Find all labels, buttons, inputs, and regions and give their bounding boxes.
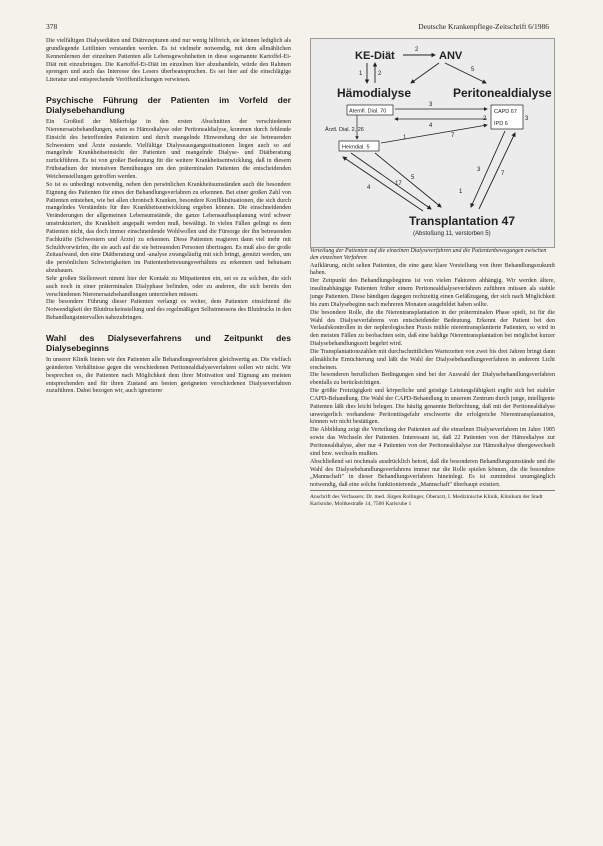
figure-caption: Verteilung der Patienten auf die einzelnen Dialyseverfahren und die Patientenbewegungen zwischen den einzelnen Verfahren bbox=[310, 248, 547, 262]
anv-label: ANV bbox=[439, 50, 463, 62]
body-paragraph: Die größte Freizügigkeit und körperliche und geistige Leistungsfähigkeit ergibt sich bei stabiler CAPD-Behandlung. Die Wahl der CAPD-Behandlung in unserem Zentrum durch junge, intelligente Patienten läßt dies leicht belegen. Die häufig genannte Befürchtung, daß mit der Peritonealdialyse unweigerlich vorhandene Peritonitisgefahr erschwerte die erfolgreiche Nierentransplantation, können wir nicht bestätigen. bbox=[310, 388, 555, 426]
page-number: 378 bbox=[46, 22, 58, 31]
body-paragraph: Die Transplantationszahlen mit durchschnittlichen Wartezeiten von zwei bis drei Jahren bringt dann allmähliche Ernüchterung und läßt die Wahl der Dialysebehandlungsverfahren in anderem Licht erscheinen. bbox=[310, 348, 555, 371]
count-label: 3 bbox=[429, 102, 433, 108]
arrow-tx-hd bbox=[343, 157, 423, 211]
count-label: 3 bbox=[525, 116, 529, 122]
dialysis-flow-diagram bbox=[310, 38, 555, 248]
body-paragraph: Die besonderen beruflichen Bedingungen sind bei der Auswahl der Dialysebehandlungsverfahren ebenfalls zu berücksichtigen. bbox=[310, 372, 555, 387]
body-paragraph: Abschließend sei nochmals ausdrücklich betont, daß die besonderen Behandlungsumstände und die Wahl des Dialysebehandlungsverfahrens immer nur die Rolle spielen können, die die besondere „Mannschaft" in dieser Behandlungsverfahren hineinlegt. Es ist zumindest unumgänglich notwendig, daß eine solche funktionierende „Mannschaft" überhaupt existiert. bbox=[310, 458, 555, 489]
count-label: 1 bbox=[403, 135, 407, 141]
transplantation-label: Transplantation 47 bbox=[409, 214, 516, 228]
count-label: 4 bbox=[367, 185, 371, 191]
arzte-dial-label: Ärztl. Dial. 2, 26 bbox=[325, 127, 364, 133]
arrow-anv-haemo bbox=[411, 63, 439, 83]
body-paragraph: Aufklärung, nicht selten Patienten, die eine ganz klare Vorstellung von ihrer Behandlungszukunft haben. bbox=[310, 262, 555, 277]
body-paragraph: Der Zeitpunkt des Behandlungsbeginns ist von vielen Faktoren abhängig. Wir werden ältere, insulinabhängige Patienten früher einem Peritonealdialyseverfahren zuführen müssen als stabile junge Patienten. Diese bändigen dagegen rechtzeitig einen Gefäßzugang, der sich nach Möglichkeit bis zum Dialysebeginn nach mehreren Monaten ausgebildet haben sollte. bbox=[310, 278, 555, 308]
count-label: 7 bbox=[501, 171, 505, 177]
count-label: 2 bbox=[415, 47, 419, 53]
count-label: 5 bbox=[411, 175, 415, 181]
count-label: 2 bbox=[483, 116, 487, 122]
author-address: Anschrift des Verfassers: Dr. med. Jürgen Rollinger, Oberarzt, I. Medizinische Klinik, Klinikum der Stadt Karlsruhe, Moltkestraße 14, 7500 Karlsruhe 1 bbox=[310, 490, 555, 508]
heimdial-label: Heimdial. 5 bbox=[342, 144, 370, 151]
left-column bbox=[46, 38, 291, 396]
count-label: 1 bbox=[459, 189, 463, 195]
count-label: 3 bbox=[477, 167, 481, 173]
journal-title: Deutsche Krankenpflege-Zeitschrift 6/1986 bbox=[418, 22, 549, 31]
body-paragraph: In unserer Klinik bieten wir den Patienten alle Behandlungsverfahren gleichwertig an. Die vielfach geänderten Verhältnisse gegen die verschiedenen Peritonealdialyseverfahren sollen wir nicht. Wir besprechen es, die Patienten nach Möglichkeit dem ihrer Motivation und Eignung am meisten entsprechenden und für ihren Zustand am besten geeigneten verschiedenen Dialyseverfahren zuzuführen. Dabei bezogen wir, auch ignorierer bbox=[46, 357, 291, 395]
section-heading-psychische-fuehrung: Psychische Führung der Patienten im Vorfeld der Dialysebehandlung bbox=[46, 95, 291, 116]
section-heading-wahl-dialyseverfahren: Wahl des Dialyseverfahrens und Zeitpunkt des Dialysebeginns bbox=[46, 333, 291, 353]
body-paragraph: Die besondere Rolle, die die Nierentransplantation in der präterminalen Phase spielt, ist für die Wahl des Dialyseverfahrens von entscheidender Bedeutung. Erkennt der Patient bei den Verlaufskontrollen in der nephrologischen Praxis mühle nierentransplantierte Patienten, so wird in den meisten Fällen zu beobachten sein, daß eine baldige Nierentransplantation bei möglichst kurzer Dialysebehandlungszeit begehrt wird. bbox=[310, 309, 555, 348]
atemfl-label: Atemfl. Dial. 70 bbox=[349, 108, 387, 115]
count-label: 1 bbox=[359, 71, 363, 77]
count-label: 4 bbox=[429, 123, 433, 129]
capd-label: CAPD 67 bbox=[494, 109, 517, 115]
transplantation-sub-label: (Abstoßung 11, verstorben 5) bbox=[413, 231, 491, 237]
ipd-label: IPD 6 bbox=[494, 121, 508, 127]
arrow-hd-tx bbox=[351, 153, 431, 209]
kediat-label: KE-Diät bbox=[355, 50, 395, 62]
count-label: 17 bbox=[395, 181, 402, 187]
right-column bbox=[310, 38, 555, 508]
intro-paragraph: Die vielfältigen Dialysediäten und Diätrezepturen sind nur wenig hilfreich, sie können lediglich als grundlegende Leitlinien verstanden werden. Es ist vielmehr notwendig, mit dem allmählichen Kennenlernen der einzelnen Patienten alle Lebensgewohnheiten in diese sogenannte Kartoffel-Ei-Diät mit einzubringen. Die Kartoffel-Ei-Diät im einzelnen hier abzuhandeln, würde den Rahmen sprengen und auch das Interesse des Lesers überbeanspruchen. Es sei hier auf die einschlägige Literatur und entsprechende Veröffentlichungen verwiesen. bbox=[46, 38, 291, 84]
haemodialyse-label: Hämodialyse bbox=[337, 86, 412, 100]
arrow-tx-pd bbox=[479, 133, 515, 209]
count-label: 2 bbox=[378, 71, 382, 77]
arrow-anv-peritoneal bbox=[445, 63, 486, 83]
body-paragraph: Die Abbildung zeigt die Verteilung der Patienten auf die einzelnen Dialyseverfahren im Jahre 1985 sowie das Wechseln der Patienten. Interessant ist, daß 22 Patienten von der Hämodialyse zur Peritonealdialyse, aber nur 4 Patienten von der Peritonealdialyse zur Hämodialyse übergewechselt sind bzw. wechseln mußten. bbox=[310, 427, 555, 457]
body-paragraph: Die besondere Führung dieser Patienten verlangt es weiter, dem Patienten einsichtend die Notwendigkeit der Blutdruckeinstellung und des regelmäßigen Selbstmessens des Blutdrucks in den Behandlungsintervallen nahezubringen. bbox=[46, 299, 291, 322]
arrow-heim-pd bbox=[381, 125, 487, 143]
body-paragraph: Ein Großteil der Mißerfolge in den ersten Abschnitten der verschiedenen Nierenersatzbehandlungen, seien es Hämodialyse oder Peritonealdialyse, kommen durch fehlende Einsicht des betreffenden Patienten und durch mangelnde Hinwendung der sie betreuenden Schwestern und Ärzte zustande. Vielfältige Dialyseausgangssituationen liegen auch so auf mangelnde Krankheitseinsicht der Patienten und mangelnde Dialyse- und Diätberatung zurückführen. Es ist von großer Bedeutung für die weitere Krankheitsentwicklung, daß in diesem Frühstadium der intensiven Bemühungen um den präterminalen Patienten die entscheidenden Weichenstellungen getroffen werden. bbox=[46, 119, 291, 180]
body-paragraph: Sehr großen Stellenwert nimmt hier der Kontakt zu Mitpatienten ein, sei es zu solchen, die sich auch noch in einer präterminalen Dialyphase befinden, oder zu anderen, die sich bereits den verschiedenen Nierenersatzbehandlungen unterziehen müssen. bbox=[46, 275, 291, 298]
peritonealdialyse-label: Peritonealdialyse bbox=[453, 86, 552, 100]
body-paragraph: So ist es unbedingt notwendig, neben den persönlichen Krankheitsumständen auch die besondere Eignung des Patienten für eines der Behandlungsverfahren zu erkennen. Bei einer großen Zahl von Patienten entstehen, wie bei allen chronisch Kranken, besondere Konfliktsituationen, die sich durch mangelndes Verständnis für ihre Krankheitsentwicklung ergeben können. Die einschneidenden Veränderungen der allgemeinen Lebensumstände, die ganze Lebensaufbauplanung wird schwer umstrukturiert, die Krankheit angepaßt werden muß, bewältigt. In vielen Fällen gelingt es dem Patienten nicht, das doch immer einschneidende Wohlwollen und die Fürsorge der ihn betreuenden Fachkräfte (Schwestern und Ärzte) zu erkennen. Diese Patienten reagieren dann viel mehr mit Schuldvorwürfen, die sie auch auf die sie betreuenden Personen übertragen. Es muß also der große Zeitaufwand, den eine Diätberatung und -analyse zwangsläufig mit sich bringt, genutzt werden, um die persönlichen Schwierigkeiten im Patientenbetreuungsverhältnis zu erkennen und behutsam abzubauen. bbox=[46, 181, 291, 275]
arrow-heim-tx bbox=[375, 153, 441, 207]
count-label: 5 bbox=[471, 67, 475, 73]
count-label: 7 bbox=[451, 133, 455, 139]
